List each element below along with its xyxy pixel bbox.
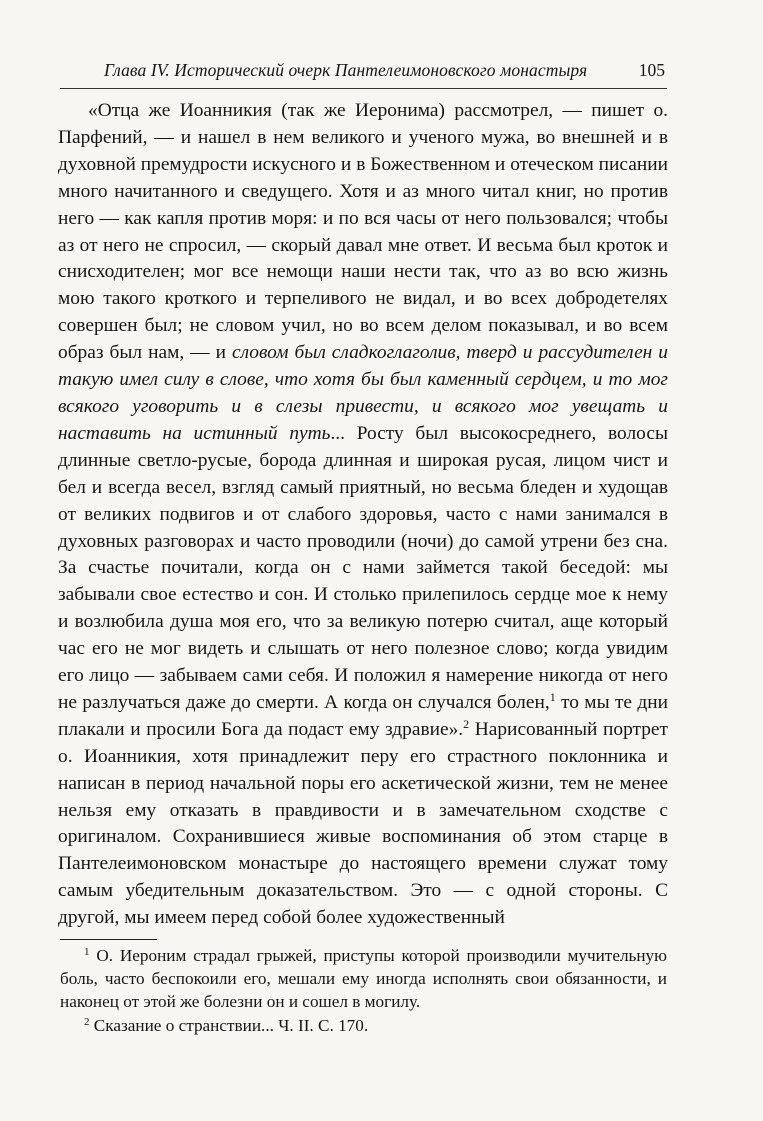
quote-italic-passage: словом был сладкоглаголив, тверд и рассудителен и такую имел силу в слове, что хотя бы был каменный сердцем, и то мог всякого уговорить и в слезы привести, и всякого мог увещать и наставить на истинный путь xyxy=(58,342,668,444)
page-header xyxy=(60,54,667,89)
commentary-text: Нарисованный портрет о. Иоанникия, хотя принадлежит перу его страстного поклонника и написан в период начальной поры его аскетической жизни, тем не менее нельзя ему отказать в правдивости и в замечательном сходстве с оригиналом. Сохранившиеся живые воспоминания об этом старце в Пантелеимоновском монастыре до настоящего времени служат тому самым убедительным доказательством. Это — с одной стороны. С другой, мы имеем перед собой более художественный xyxy=(58,718,669,929)
footnote-2-mark: 2 xyxy=(84,1015,90,1028)
footnote-1-text: О. Иероним страдал грыжей, приступы которой производили мучительную боль, часто беспокоили его, мешали ему иногда исполнять свои обязанности, и наконец от этой же болезни он и сошел в могилу. xyxy=(60,946,667,1012)
footnote-1-mark: 1 xyxy=(84,946,90,958)
footnote-ref-1[interactable]: 1 xyxy=(549,689,556,704)
page-number: 105 xyxy=(638,60,665,80)
running-title: Глава IV. Исторический очерк Пантелеимоновского монастыря xyxy=(104,60,588,80)
quote-text-middle: ... Росту был высокосреднего, волосы длинные светло-русые, борода длинная и широкая русая, лицом чист и бел и всегда весел, взгляд самый приятный, но весьма бледен и худощав от великих подвигов и от слабого здоровья, часто с нами занимался в духовных разговорах и часто проводили (ночи) до самой утрени без сна. За счастье почитали, когда он с нами займется такой беседой: мы забывали свое естество и сон. И столько прилепилось сердце мое к нему и возлюбила душа моя его, что за великую потерю считал, аще который час его не мог видеть и слышать от него полезное слово; когда увидим его лицо — забываем сами себя. И положил я намерение никогда от него не разлучаться даже до смерти. А когда он случался болен, xyxy=(58,422,668,713)
quote-text-end: то мы те дни плакали и просили Бога да подаст ему здравие». xyxy=(58,691,668,740)
footnote-ref-2[interactable]: 2 xyxy=(463,716,470,731)
main-text xyxy=(58,98,668,932)
footnote-2 xyxy=(60,1014,667,1037)
quote-text-start: «Отца же Иоанникия (так же Иеронима) рассмотрел, — пишет о. Парфений, — и нашел в нем великого и ученого мужа, во внешней и в духовной премудрости искусного и в Божественном и отеческом писании много начитанного и сведущего. Хотя и аз много читал книг, но против него — как капля против моря: и по вся часы от него пользовался; чтобы аз от него не спросил, — скорый давал мне ответ. И весьма был кроток и снисходителен; мог все немощи наши нести так, что аз во всю жизнь мою такого кроткого и терпеливого не видал, и во всех добродетелях совершен был; не словом учил, но во всем делом показывал, и во всем образ был нам, — и xyxy=(58,100,668,364)
footnote-2-text: Сказание о странствии... Ч. II. С. 170. xyxy=(89,1015,369,1035)
body-paragraph xyxy=(58,98,668,932)
footnote-separator xyxy=(60,939,157,940)
footnotes xyxy=(60,944,667,1037)
footnote-1 xyxy=(60,944,667,1014)
